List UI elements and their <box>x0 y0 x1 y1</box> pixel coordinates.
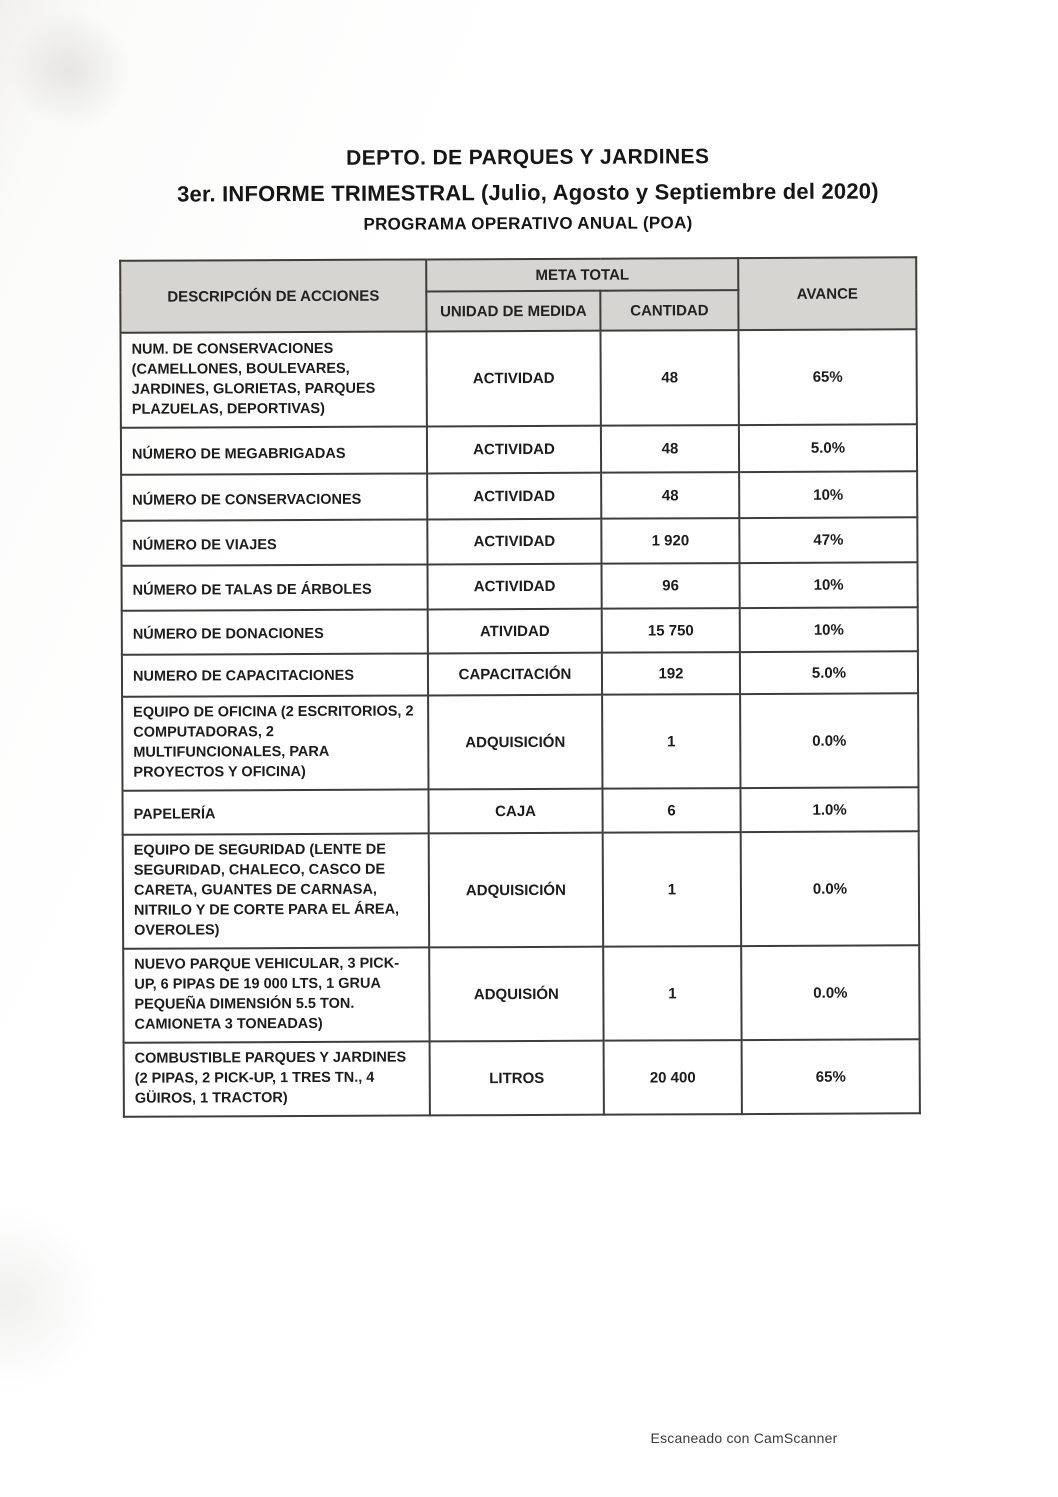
cell-description: NÚMERO DE CONSERVACIONES <box>121 473 427 520</box>
cell-unit: ACTIVIDAD <box>427 426 601 474</box>
table-row <box>121 517 917 565</box>
table-row <box>121 471 917 520</box>
cell-description: PAPELERÍA <box>122 789 428 834</box>
cell-description: COMBUSTIBLE PARQUES Y JARDINES (2 PIPAS, 2 PICK-UP, 1 TRES TN., 4 GÜIROS, 1 TRACTOR) <box>124 1041 430 1116</box>
cell-progress: 1.0% <box>740 787 918 832</box>
cell-description: NUEVO PARQUE VEHICULAR, 3 PICK-UP, 6 PIPAS DE 19 000 LTS, 1 GRUA PEQUEÑA DIMENSIÓN 5.5 TON. CAMIONETA 3 TONEADAS) <box>123 947 429 1042</box>
cell-quantity: 48 <box>601 472 739 519</box>
cell-unit: ACTIVIDAD <box>428 564 602 610</box>
cell-description: EQUIPO DE SEGURIDAD (LENTE DE SEGURIDAD, CHALECO, CASCO DE CARETA, GUANTES DE CARNASA, NITRILO Y DE CORTE PARA EL ÁREA, OVEROLES) <box>123 833 429 948</box>
col-header-unidad-de-medida: UNIDAD DE MEDIDA <box>426 291 600 332</box>
cell-description: NÚMERO DE MEGABRIGADAS <box>121 426 427 474</box>
table-row <box>122 562 918 610</box>
table-row <box>123 831 920 948</box>
page-subtitle-2: PROGRAMA OPERATIVO ANUAL (POA) <box>363 213 693 234</box>
col-header-cantidad: CANTIDAD <box>600 290 738 331</box>
page-subtitle: 3er. INFORME TRIMESTRAL (Julio, Agosto y Septiembre del 2020) <box>176 178 879 207</box>
table-row <box>120 329 916 427</box>
table-row <box>123 945 919 1042</box>
cell-description: NUMERO DE CAPACITACIONES <box>122 653 428 696</box>
cell-progress: 5.0% <box>740 651 918 694</box>
page-title: DEPTO. DE PARQUES Y JARDINES <box>346 145 710 170</box>
cell-quantity: 1 920 <box>601 518 739 564</box>
table-row <box>122 693 918 790</box>
cell-unit: ADQUISIÓN <box>429 947 603 1042</box>
cell-unit: ATIVIDAD <box>428 609 602 654</box>
cell-quantity: 48 <box>601 425 739 473</box>
cell-quantity: 15 750 <box>602 608 740 653</box>
table-row <box>122 651 918 696</box>
cell-progress: 5.0% <box>739 424 917 472</box>
cell-unit: ACTIVIDAD <box>427 473 601 520</box>
col-header-meta-total: META TOTAL <box>426 258 738 291</box>
cell-progress: 65% <box>742 1039 920 1114</box>
cell-progress: 65% <box>738 329 916 425</box>
cell-progress: 0.0% <box>741 831 919 946</box>
table-row <box>122 787 918 834</box>
cell-unit: ADQUISICIÓN <box>428 695 602 790</box>
cell-quantity: 20 400 <box>604 1040 742 1115</box>
cell-progress: 10% <box>740 562 918 608</box>
table-row <box>122 607 918 654</box>
cell-progress: 0.0% <box>741 945 919 1040</box>
cell-description: NUM. DE CONSERVACIONES (CAMELLONES, BOULEVARES, JARDINES, GLORIETAS, PARQUES PLAZUELAS, DEPORTIVAS) <box>120 331 426 427</box>
col-header-descripcion: DESCRIPCIÓN DE ACCIONES <box>120 259 426 332</box>
cell-quantity: 1 <box>602 694 740 789</box>
poa-table <box>119 256 921 1117</box>
cell-progress: 0.0% <box>740 693 918 788</box>
cell-quantity: 1 <box>603 832 742 947</box>
cell-quantity: 6 <box>602 788 740 833</box>
cell-quantity: 192 <box>602 652 740 695</box>
document-header <box>0 144 1057 237</box>
col-header-avance: AVANCE <box>738 257 916 330</box>
cell-description: NÚMERO DE VIAJES <box>121 519 427 565</box>
cell-description: EQUIPO DE OFICINA (2 ESCRITORIOS, 2 COMPUTADORAS, 2 MULTIFUNCIONALES, PARA PROYECTOS Y OFICINA) <box>122 695 428 790</box>
cell-progress: 47% <box>739 517 917 563</box>
cell-quantity: 48 <box>600 330 738 426</box>
table-row <box>121 424 917 474</box>
camscanner-watermark: Escaneado con CamScanner <box>650 1430 838 1446</box>
cell-description: NÚMERO DE DONACIONES <box>122 609 428 654</box>
cell-unit: CAPACITACIÓN <box>428 653 602 696</box>
cell-unit: CAJA <box>428 789 602 834</box>
cell-quantity: 1 <box>603 946 741 1041</box>
table-row <box>124 1039 920 1116</box>
cell-quantity: 96 <box>602 563 740 609</box>
cell-unit: LITROS <box>430 1041 604 1116</box>
cell-progress: 10% <box>739 471 917 518</box>
cell-progress: 10% <box>740 607 918 652</box>
cell-unit: ACTIVIDAD <box>426 331 600 427</box>
cell-unit: ACTIVIDAD <box>427 519 601 565</box>
cell-description: NÚMERO DE TALAS DE ÁRBOLES <box>122 564 428 610</box>
cell-unit: ADQUISICIÓN <box>429 833 603 948</box>
table-header <box>120 257 916 332</box>
